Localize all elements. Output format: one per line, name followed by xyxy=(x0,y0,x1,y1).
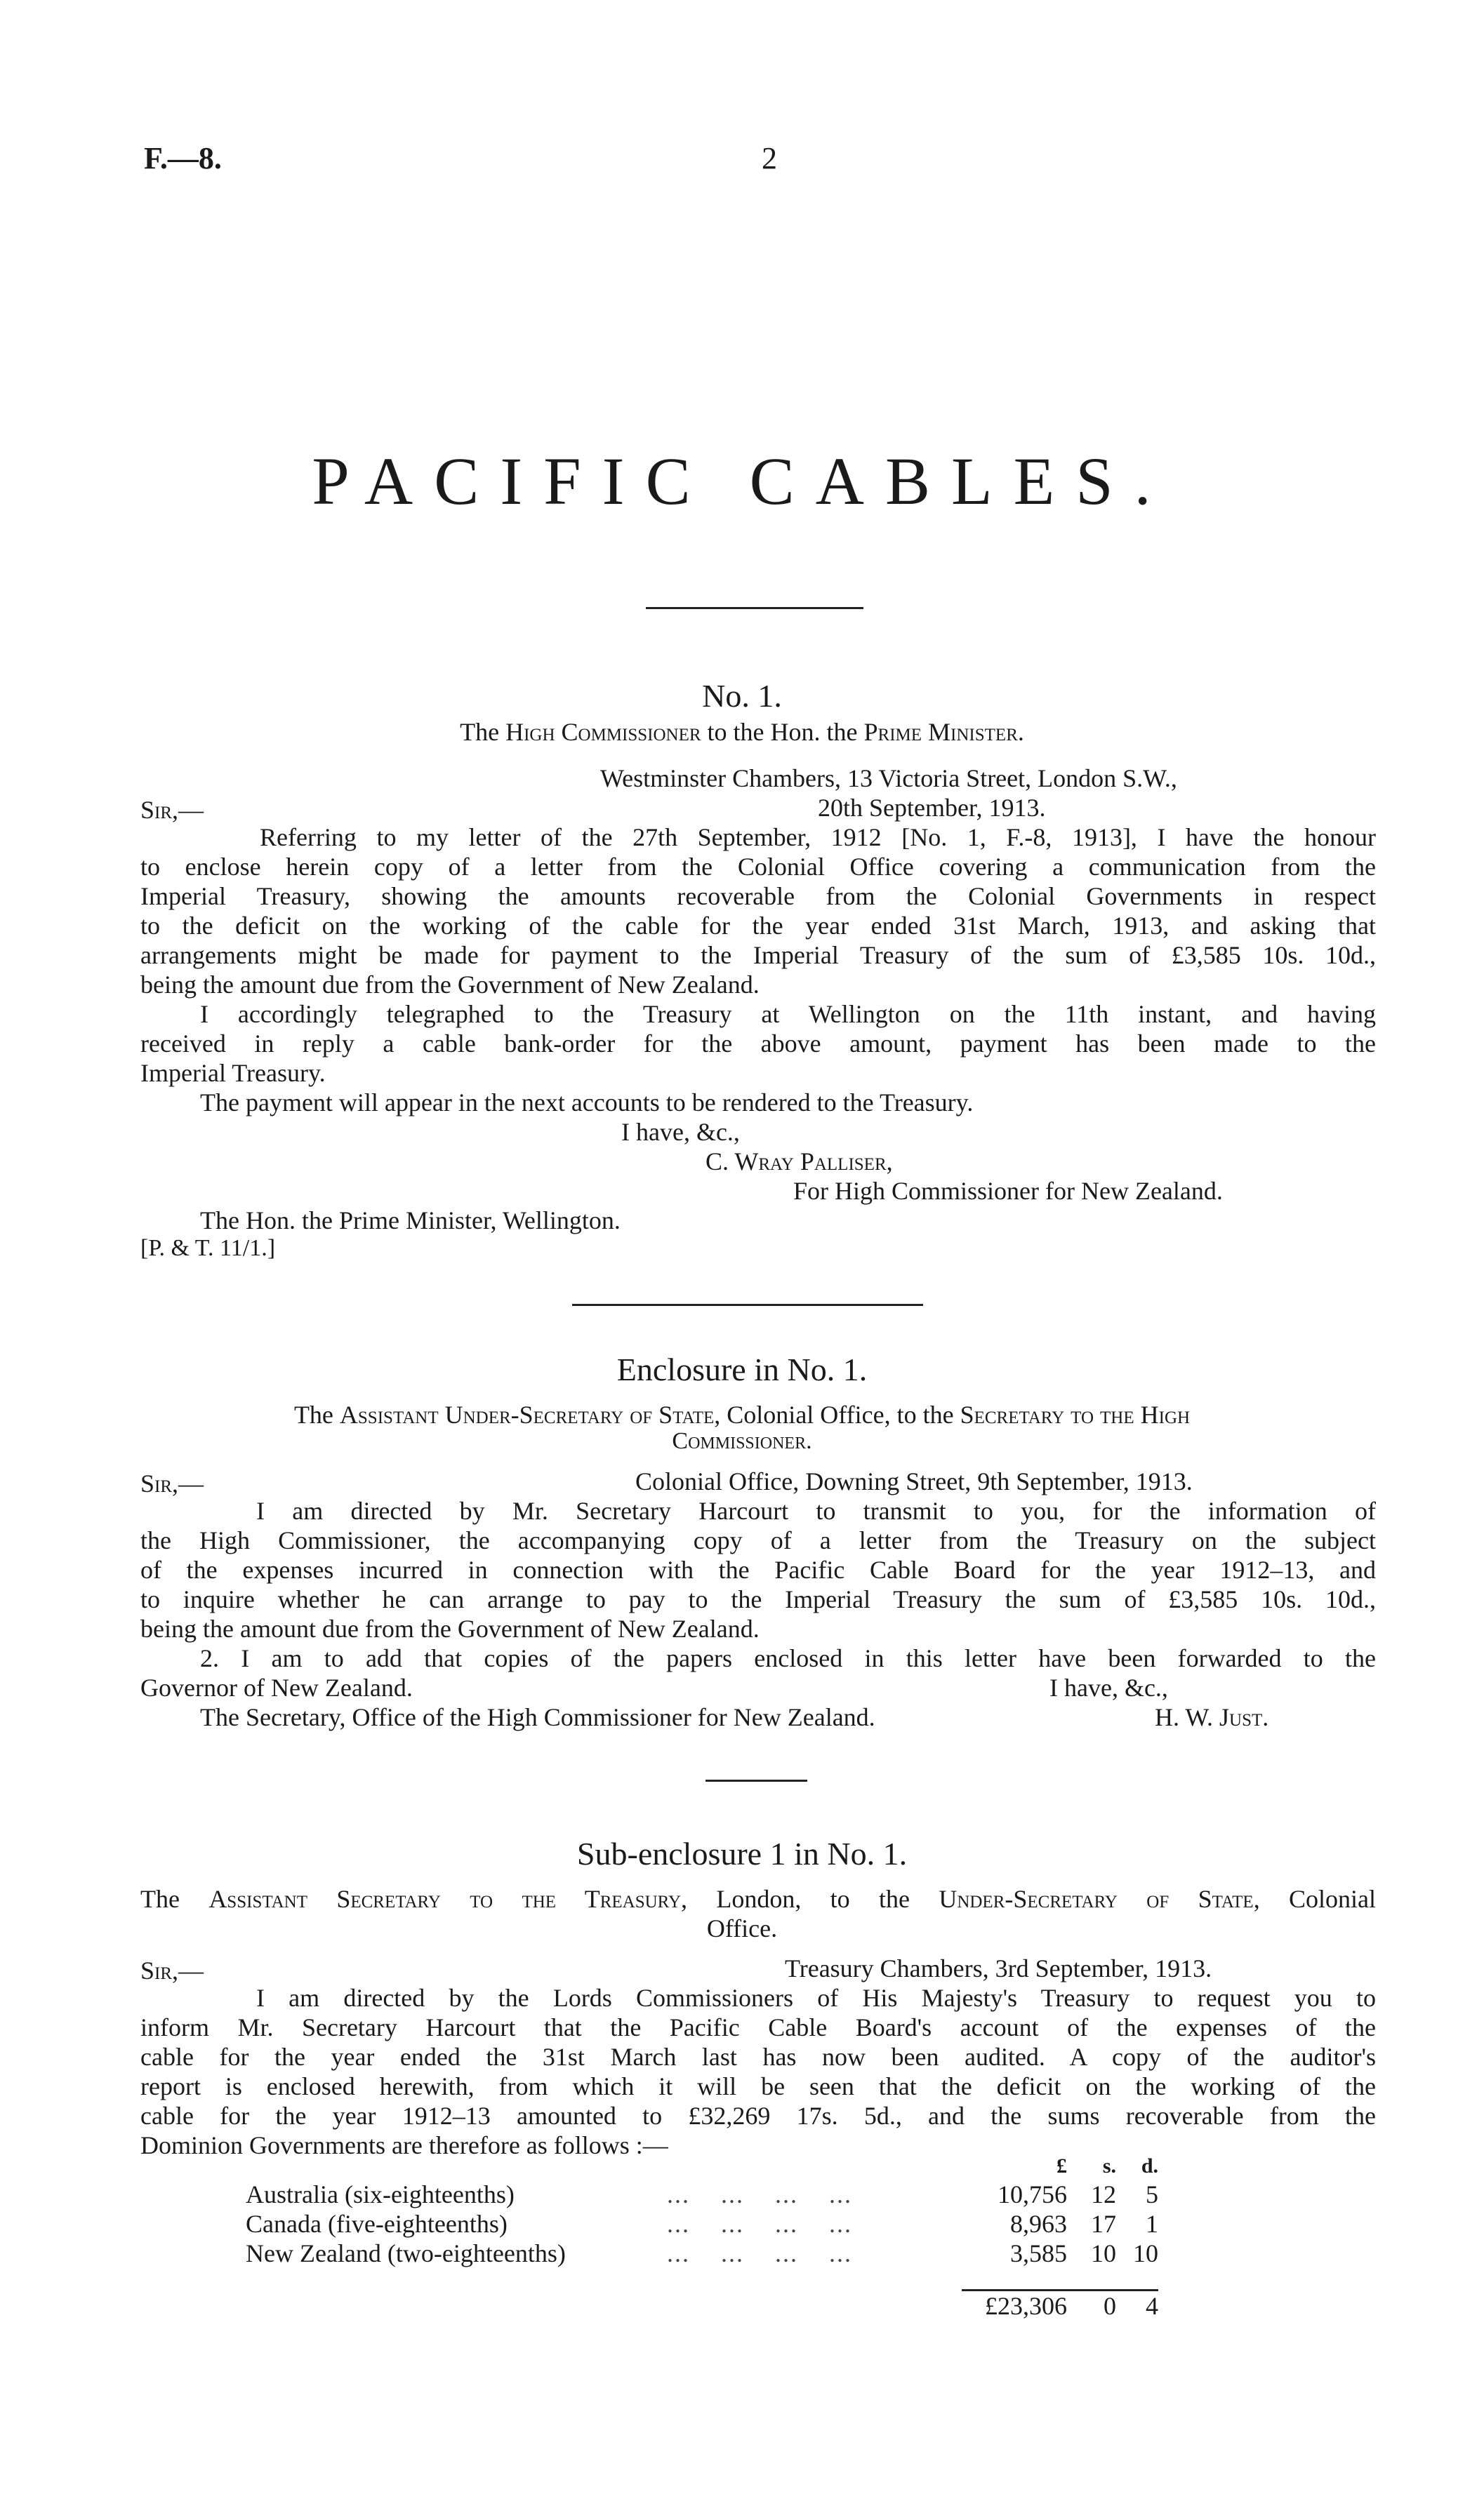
row-dots: ... ... ... ... xyxy=(667,2180,852,2208)
row-pounds: 10,756 xyxy=(998,2180,1067,2208)
letter1-body-line: I accordingly telegraphed to the Treasury at Wellington on the 11th instant, and having xyxy=(200,1000,1376,1028)
subenclosure-subtitle-d: Under-Secretary of State xyxy=(939,1885,1254,1913)
letter1-subtitle xyxy=(0,717,1484,747)
subenclosure-body-line: cable for the year 1912–13 amounted to £32,269 17s. 5d., and the sums recoverable from the xyxy=(140,2102,1376,2130)
letter1-body-line: Referring to my letter of the 27th September, 1912 [No. 1, F.-8, 1913], I have the honour xyxy=(260,823,1376,851)
enclosure-body-line: 2. I am to add that copies of the papers enclosed in this letter have been forwarded to the xyxy=(200,1644,1376,1672)
row-label: Canada (five-eighteenths) xyxy=(246,2210,508,2238)
row-dots: ... ... ... ... xyxy=(667,2210,852,2238)
subenclosure-heading: Sub-enclosure 1 in No. 1. xyxy=(576,1836,908,1872)
letter1-subtitle-e: . xyxy=(1017,718,1024,746)
letter1-address: Westminster Chambers, 13 Victoria Street, London S.W., xyxy=(600,764,1177,792)
letter1-rule xyxy=(572,1304,923,1306)
subenclosure-address-date: Treasury Chambers, 3rd September, 1913. xyxy=(785,1954,1212,1982)
subenclosure-body-line: inform Mr. Secretary Harcourt that the Pacific Cable Board's account of the expenses of the xyxy=(140,2013,1376,2041)
enclosure-subtitle-e: Commissioner. xyxy=(672,1428,812,1454)
subenclosure-subtitle-b: Assistant Secretary to the Treasury xyxy=(208,1885,682,1913)
row-shillings: 10 xyxy=(1091,2239,1116,2267)
letter1-signatory: C. Wray Palliser, xyxy=(705,1147,893,1175)
enclosure-subtitle xyxy=(0,1400,1484,1429)
total-pence: 4 xyxy=(1116,2291,1158,2321)
letter1-subtitle-a: The xyxy=(460,718,506,746)
letter1-addressee: The Hon. the Prime Minister, Wellington. xyxy=(200,1206,621,1234)
subenclosure-subtitle-c: , London, to the xyxy=(681,1885,939,1913)
letter1-file-ref: [P. & T. 11/1.] xyxy=(140,1235,276,1261)
letter1-subtitle-b: High Commissioner xyxy=(505,718,701,746)
enclosure-last-line: Governor of New Zealand. xyxy=(140,1674,413,1702)
enclosure-body-line: to inquire whether he can arrange to pay to the Imperial Treasury the sum of £3,585 10s. 10d., xyxy=(140,1585,1376,1613)
page-title: PACIFIC CABLES. xyxy=(312,444,1172,519)
letter1-body-line: being the amount due from the Government of New Zealand. xyxy=(140,971,760,999)
letter1-heading: No. 1. xyxy=(702,678,782,714)
subenclosure-last-line: Dominion Governments are therefore as follows :— xyxy=(140,2131,668,2159)
enclosure-body-line: the High Commissioner, the accompanying copy of a letter from the Treasury on the subject xyxy=(140,1526,1376,1554)
letter1-subtitle-d: Prime Minister xyxy=(863,718,1018,746)
table-row xyxy=(246,2239,1158,2268)
row-shillings: 17 xyxy=(1091,2210,1116,2238)
row-pence: 10 xyxy=(1133,2239,1158,2267)
enclosure-subtitle-b: Assistant Under-Secretary of State xyxy=(339,1401,715,1429)
header-pence: d. xyxy=(1141,2154,1158,2178)
header-pounds: £ xyxy=(1056,2154,1067,2178)
table-row xyxy=(246,2180,1158,2209)
enclosure-addressee: The Secretary, Office of the High Commissioner for New Zealand. xyxy=(200,1703,875,1731)
row-pence: 5 xyxy=(1146,2180,1158,2208)
subenclosure-subtitle-e: , Colonial xyxy=(1253,1885,1377,1913)
table-header-row xyxy=(246,2153,1158,2180)
header-shillings: s. xyxy=(1102,2154,1116,2178)
enclosure-body-line: I am directed by Mr. Secretary Harcourt to transmit to you, for the information of xyxy=(256,1497,1376,1525)
letter1-body-line: to enclose herein copy of a letter from the Colonial Office covering a communication from the xyxy=(140,853,1376,881)
enclosure-subtitle-d: Secretary to the High xyxy=(960,1401,1191,1429)
table-spacer-row xyxy=(246,2268,1158,2291)
enclosure-closing: I have, &c., xyxy=(1049,1674,1168,1702)
letter1-body-line: Imperial Treasury, showing the amounts recoverable from the Colonial Governments in respect xyxy=(140,882,1376,910)
total-pounds: £23,306 xyxy=(962,2291,1067,2321)
enclosure-body-line: of the expenses incurred in connection with the Pacific Cable Board for the year 1912–13, and xyxy=(140,1556,1376,1584)
subenclosure-body-line: report is enclosed herewith, from which it will be seen that the deficit on the working of the xyxy=(140,2072,1376,2100)
enclosure-signatory: H. W. Just. xyxy=(1155,1703,1269,1731)
title-rule xyxy=(646,607,863,609)
total-shillings: 0 xyxy=(1067,2291,1116,2321)
letter1-date: 20th September, 1913. xyxy=(818,794,1046,822)
row-label: Australia (six-eighteenths) xyxy=(246,2180,515,2208)
letter1-body-line: Imperial Treasury. xyxy=(140,1059,326,1087)
enclosure-subtitle-a: The xyxy=(293,1401,340,1429)
enclosure-body-line: being the amount due from the Government of New Zealand. xyxy=(140,1615,760,1643)
row-label: New Zealand (two-eighteenths) xyxy=(246,2239,566,2267)
letter1-body-line: The payment will appear in the next accounts to be rendered to the Treasury. xyxy=(200,1088,974,1116)
subenclosure-subtitle-f: Office. xyxy=(706,1914,778,1942)
table-row xyxy=(246,2209,1158,2239)
page-ref: F.—8. xyxy=(144,141,222,175)
letter1-closing: I have, &c., xyxy=(621,1118,740,1146)
letter1-salutation: Sir,— xyxy=(140,796,204,824)
row-shillings: 12 xyxy=(1091,2180,1116,2208)
enclosure-salutation: Sir,— xyxy=(140,1469,204,1498)
page-number: 2 xyxy=(762,141,777,175)
enclosure-rule xyxy=(705,1780,807,1782)
row-pounds: 3,585 xyxy=(1010,2239,1067,2267)
enclosure-subtitle-c: , Colonial Office, to the xyxy=(714,1401,960,1429)
subenclosure-body-line: I am directed by the Lords Commissioners of His Majesty's Treasury to request you to xyxy=(256,1984,1376,2012)
letter1-body-line: to the deficit on the working of the cable for the year ended 31st March, 1913, and asking that xyxy=(140,912,1376,940)
row-dots: ... ... ... ... xyxy=(667,2239,852,2267)
subenclosure-subtitle xyxy=(140,1884,1376,1914)
recoverable-sums-table xyxy=(246,2153,1158,2321)
row-pounds: 8,963 xyxy=(1010,2210,1067,2238)
letter1-subtitle-c: to the Hon. the xyxy=(701,718,864,746)
letter1-body-line: received in reply a cable bank-order for the above amount, payment has been made to the xyxy=(140,1029,1376,1058)
subenclosure-salutation: Sir,— xyxy=(140,1956,204,1985)
letter1-body-line: arrangements might be made for payment to the Imperial Treasury of the sum of £3,585 10s. 10d., xyxy=(140,941,1376,969)
subenclosure-body-line: cable for the year ended the 31st March last has now been audited. A copy of the auditor's xyxy=(140,2043,1376,2071)
row-pence: 1 xyxy=(1146,2210,1158,2238)
enclosure-heading: Enclosure in No. 1. xyxy=(616,1352,868,1387)
enclosure-address-date: Colonial Office, Downing Street, 9th September, 1913. xyxy=(635,1467,1193,1495)
letter1-signatory-title: For High Commissioner for New Zealand. xyxy=(793,1177,1223,1205)
table-total-row xyxy=(246,2291,1158,2321)
subenclosure-subtitle-a: The xyxy=(140,1885,209,1913)
